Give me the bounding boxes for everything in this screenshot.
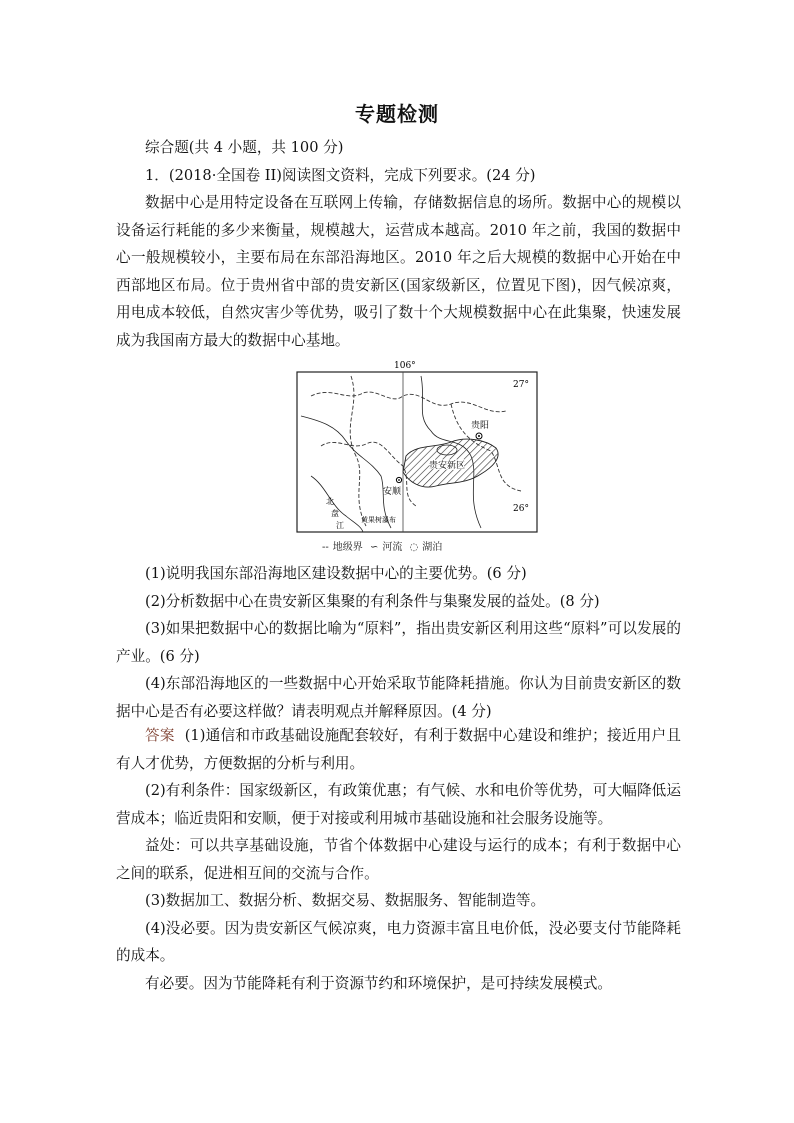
boundary-line	[321, 442, 416, 506]
section-heading: 综合题(共 4 小题，共 100 分)	[145, 139, 344, 156]
city-anshun-label: 安顺	[383, 487, 402, 497]
city-guiyang-label: 贵阳	[471, 421, 490, 431]
answer-1	[116, 722, 681, 777]
lat-bottom-label: 26°	[513, 504, 529, 514]
question-2: (2)分析数据中心在贵安新区集聚的有利条件与集聚发展的益处。(8 分)	[145, 592, 600, 610]
passage-text: 数据中心是用特定设备在互联网上传输，存储数据信息的场所。数据中心的规模以设备运行耗能的多少来衡量，规模越大，运营成本越高。2010 年之前，我国的数据中心一般规模较小，主要布局在东部沿海地区。2010 年之后大规模的数据中心开始在中西部地区布局。位于贵州省中部的贵安新区(国家级新区，位置见下图)，因气候凉爽，用电成本较低，自然灾害少等优势，吸引了数十个大规模数据中心在此集聚，快速发展成为我国南方最大的数据中心基地。	[116, 194, 681, 349]
page-title: 专题检测	[355, 102, 439, 126]
boundary-line	[350, 376, 366, 526]
answer-2: (2)有利条件：国家级新区，有政策优惠；有气候、水和电价等优势，可大幅降低运营成本；临近贵阳和安顺，便于对接或利用城市基础设施和社会服务设施等。	[116, 782, 681, 827]
river-name-3: 江	[336, 521, 344, 530]
map-graphic	[291, 356, 543, 556]
district-label: 贵安新区	[429, 461, 466, 471]
legend-river-symbol: ∽	[369, 542, 379, 553]
river-name-2: 盘	[331, 509, 339, 518]
lat-top-label: 27°	[513, 380, 529, 390]
question-4: (4)东部沿海地区的一些数据中心开始采取节能降耗措施。你认为目前贵安新区的数据中心是否有必要这样做？请表明观点并解释原因。(4 分)	[116, 675, 681, 720]
legend-boundary: 地级界	[332, 542, 363, 553]
question-1: (1)说明我国东部沿海地区建设数据中心的主要优势。(6 分)	[145, 565, 527, 582]
legend-lake: 湖泊	[422, 542, 443, 553]
questions-block	[116, 560, 681, 725]
legend-river: 河流	[382, 542, 403, 553]
answers-block	[116, 722, 681, 997]
reservoir-label: 黄果树瀑布	[361, 516, 396, 524]
boundary-line	[311, 392, 506, 412]
question-3: (3)如果把数据中心的数据比喻为“原料”，指出贵安新区利用这些“原料”可以发展的产业。(6 分)	[116, 620, 681, 665]
answer-label: 答案	[145, 727, 175, 744]
river-line	[301, 416, 391, 528]
question-intro: 1．(2018·全国卷 II)阅读图文资料，完成下列要求。(24 分)	[145, 166, 536, 184]
answer-3: (3)数据加工、数据分析、数据交易、数据服务、智能制造等。	[145, 892, 546, 909]
legend-boundary-symbol: --	[322, 542, 329, 553]
location-map	[291, 356, 543, 556]
question-header	[116, 134, 681, 354]
answer-4-yes: 有必要。因为节能降耗有利于资源节约和环境保护，是可持续发展模式。	[145, 974, 613, 992]
answer-4-no: (4)没必要。因为贵安新区气候凉爽，电力资源丰富且电价低，没必要支付节能降耗的成本。	[116, 919, 681, 964]
lon-label: 106°	[394, 361, 416, 371]
legend-lake-symbol: ◌	[409, 542, 419, 553]
answer-1-text: (1)通信和市政基础设施配套较好，有利于数据中心建设和维护；接近用户且有人才优势，方便数据的分析与利用。	[116, 727, 681, 772]
map-legend	[322, 538, 522, 553]
river-name-1: 北	[326, 497, 334, 506]
answer-2-benefit: 益处：可以共享基础设施，节省个体数据中心建设与运行的成本；有利于数据中心之间的联系，促进相互间的交流与合作。	[116, 837, 681, 882]
